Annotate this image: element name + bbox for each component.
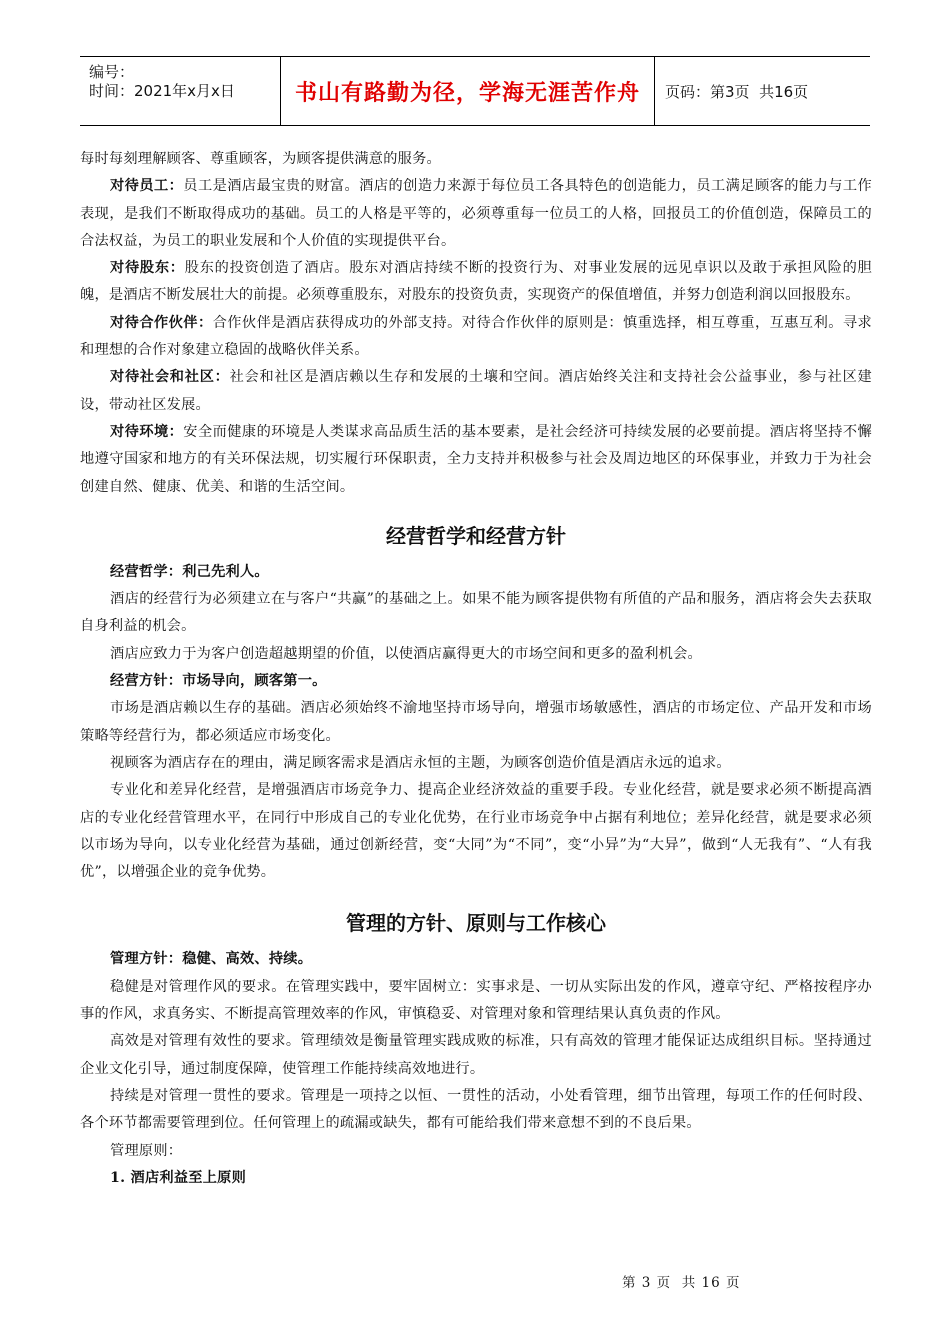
paragraph: 稳健是对管理作风的要求。在管理实践中，要牢固树立：实事求是、一切从实际出发的作风，遵章守纪、严格按程序办事的作风，求真务实、不断提高管理效率的作风，审慎稳妥、对管理对象和管理结果认真负责的作风。 [80,978,872,1023]
paragraph: 持续是对管理一贯性的要求。管理是一项持之以恒、一贯性的活动，小处看管理，细节出管理，每项工作的任何时段、各个环节都需要管理到位。任何管理上的疏漏或缺失，都有可能给我们带来意想不到的不良后果。 [80,1087,872,1132]
mgmt-policy-label: 管理方针：稳健、高效、持续。 [110,951,313,968]
page-header [80,56,870,126]
community-label: 对待社会和社区： [110,369,230,386]
paragraph: 酒店的经营行为必须建立在与客户“共赢”的基础之上。如果不能为顾客提供物有所值的产品和服务，酒店将会失去获取自身利益的机会。 [80,591,872,635]
employees-label: 对待员工： [110,178,184,195]
partners-label: 对待合作伙伴： [110,314,213,331]
environment-text: 安全而健康的环境是人类谋求高品质生活的基本要素，是社会经济可持续发展的必要前提。酒店将坚持不懈地遵守国家和地方的有关环保法规，切实履行环保职责，全力支持并积极参与社会及周边地区的环保事业，并致力于为社会创建自然、健康、优美、和谐的生活空间。 [80,423,872,495]
policy-label: 经营方针：市场导向，顾客第一。 [110,673,327,690]
header-motto: 书山有路勤为径，学海无涯苦作舟 [281,57,655,125]
header-page-code-cell [655,57,870,125]
document-body [80,146,872,1192]
header-page-code: 页码：第3页 共16页 [665,82,809,101]
environment-label: 对待环境： [110,423,184,440]
paragraph: 专业化和差异化经营，是增强酒店市场竞争力、提高企业经济效益的重要手段。专业化经营，就是要求必须不断提高酒店的专业化经营管理水平，在同行中形成自己的专业化优势，在行业市场竞争中占据有利地位；差异化经营，就是要求必须以市场为导向，以专业化经营为基础，通过创新经营，变“大同”为“不同”，变“小异”为“大异”，做到“人无我有”、“人有我优”，以增强企业的竞争优势。 [80,782,872,881]
principle-item [80,1165,872,1192]
paragraph: 酒店应致力于为客户创造超越期望的价值，以使酒店赢得更大的市场空间和更多的盈利机会。 [110,645,702,662]
page-footer: 第 3 页 共 16 页 [622,1275,741,1291]
mgmt-policy-line [80,946,872,973]
philosophy-line [80,559,872,586]
time-label: 时间：2021年x月x日 [89,82,235,100]
paragraph: 每时每刻理解顾客、尊重顾客，为顾客提供满意的服务。 [80,151,441,167]
paragraph-partners [80,310,872,365]
heading-philosophy: 经营哲学和经营方针 [386,523,566,548]
partners-text: 合作伙伴是酒店获得成功的外部支持。对待合作伙伴的原则是：慎重选择，相互尊重，互惠互利。寻求和理想的合作对象建立稳固的战略伙伴关系。 [80,314,872,359]
shareholders-text: 股东的投资创造了酒店。股东对酒店持续不断的投资行为、对事业发展的远见卓识以及敢于承担风险的胆魄，是酒店不断发展壮大的前提。必须尊重股东，对股东的投资负责，实现资产的保值增值，并努力创造利润以回报股东。 [80,260,872,304]
policy-line [80,668,872,695]
paragraph-community [80,364,872,419]
paragraph-environment [80,419,872,501]
shareholders-label: 对待股东： [110,260,185,277]
paragraph-shareholders [80,255,872,310]
principle-1: 1. 酒店利益至上原则 [110,1169,247,1186]
employees-text: 员工是酒店最宝贵的财富。酒店的创造力来源于每位员工各具特色的创造能力，员工满足顾客的能力与工作表现，是我们不断取得成功的基础。员工的人格是平等的，必须尊重每一位员工的人格，回报员工的价值创造，保障员工的合法权益，为员工的职业发展和个人价值的实现提供平台。 [80,178,872,249]
paragraph: 视顾客为酒店存在的理由，满足顾客需求是酒店永恒的主题，为顾客创造价值是酒店永远的追求。 [110,754,731,771]
paragraph-employees [80,173,872,255]
heading-management: 管理的方针、原则与工作核心 [346,911,606,936]
philosophy-label: 经营哲学：利己先利人。 [110,563,269,580]
mgmt-principles-label: 管理原则： [110,1142,183,1159]
paragraph: 高效是对管理有效性的要求。管理绩效是衡量管理实践成败的标准，只有高效的管理才能保证达成组织目标。坚持通过企业文化引导，通过制度保障，使管理工作能持续高效地进行。 [80,1033,872,1077]
header-meta-cell [80,57,281,125]
serial-label: 编号： [89,63,135,81]
community-text: 社会和社区是酒店赖以生存和发展的土壤和空间。酒店始终关注和支持社会公益事业，参与社区建设，带动社区发展。 [80,369,872,413]
paragraph: 市场是酒店赖以生存的基础。酒店必须始终不渝地坚持市场导向，增强市场敏感性，酒店的市场定位、产品开发和市场策略等经营行为，都必须适应市场变化。 [80,700,872,744]
